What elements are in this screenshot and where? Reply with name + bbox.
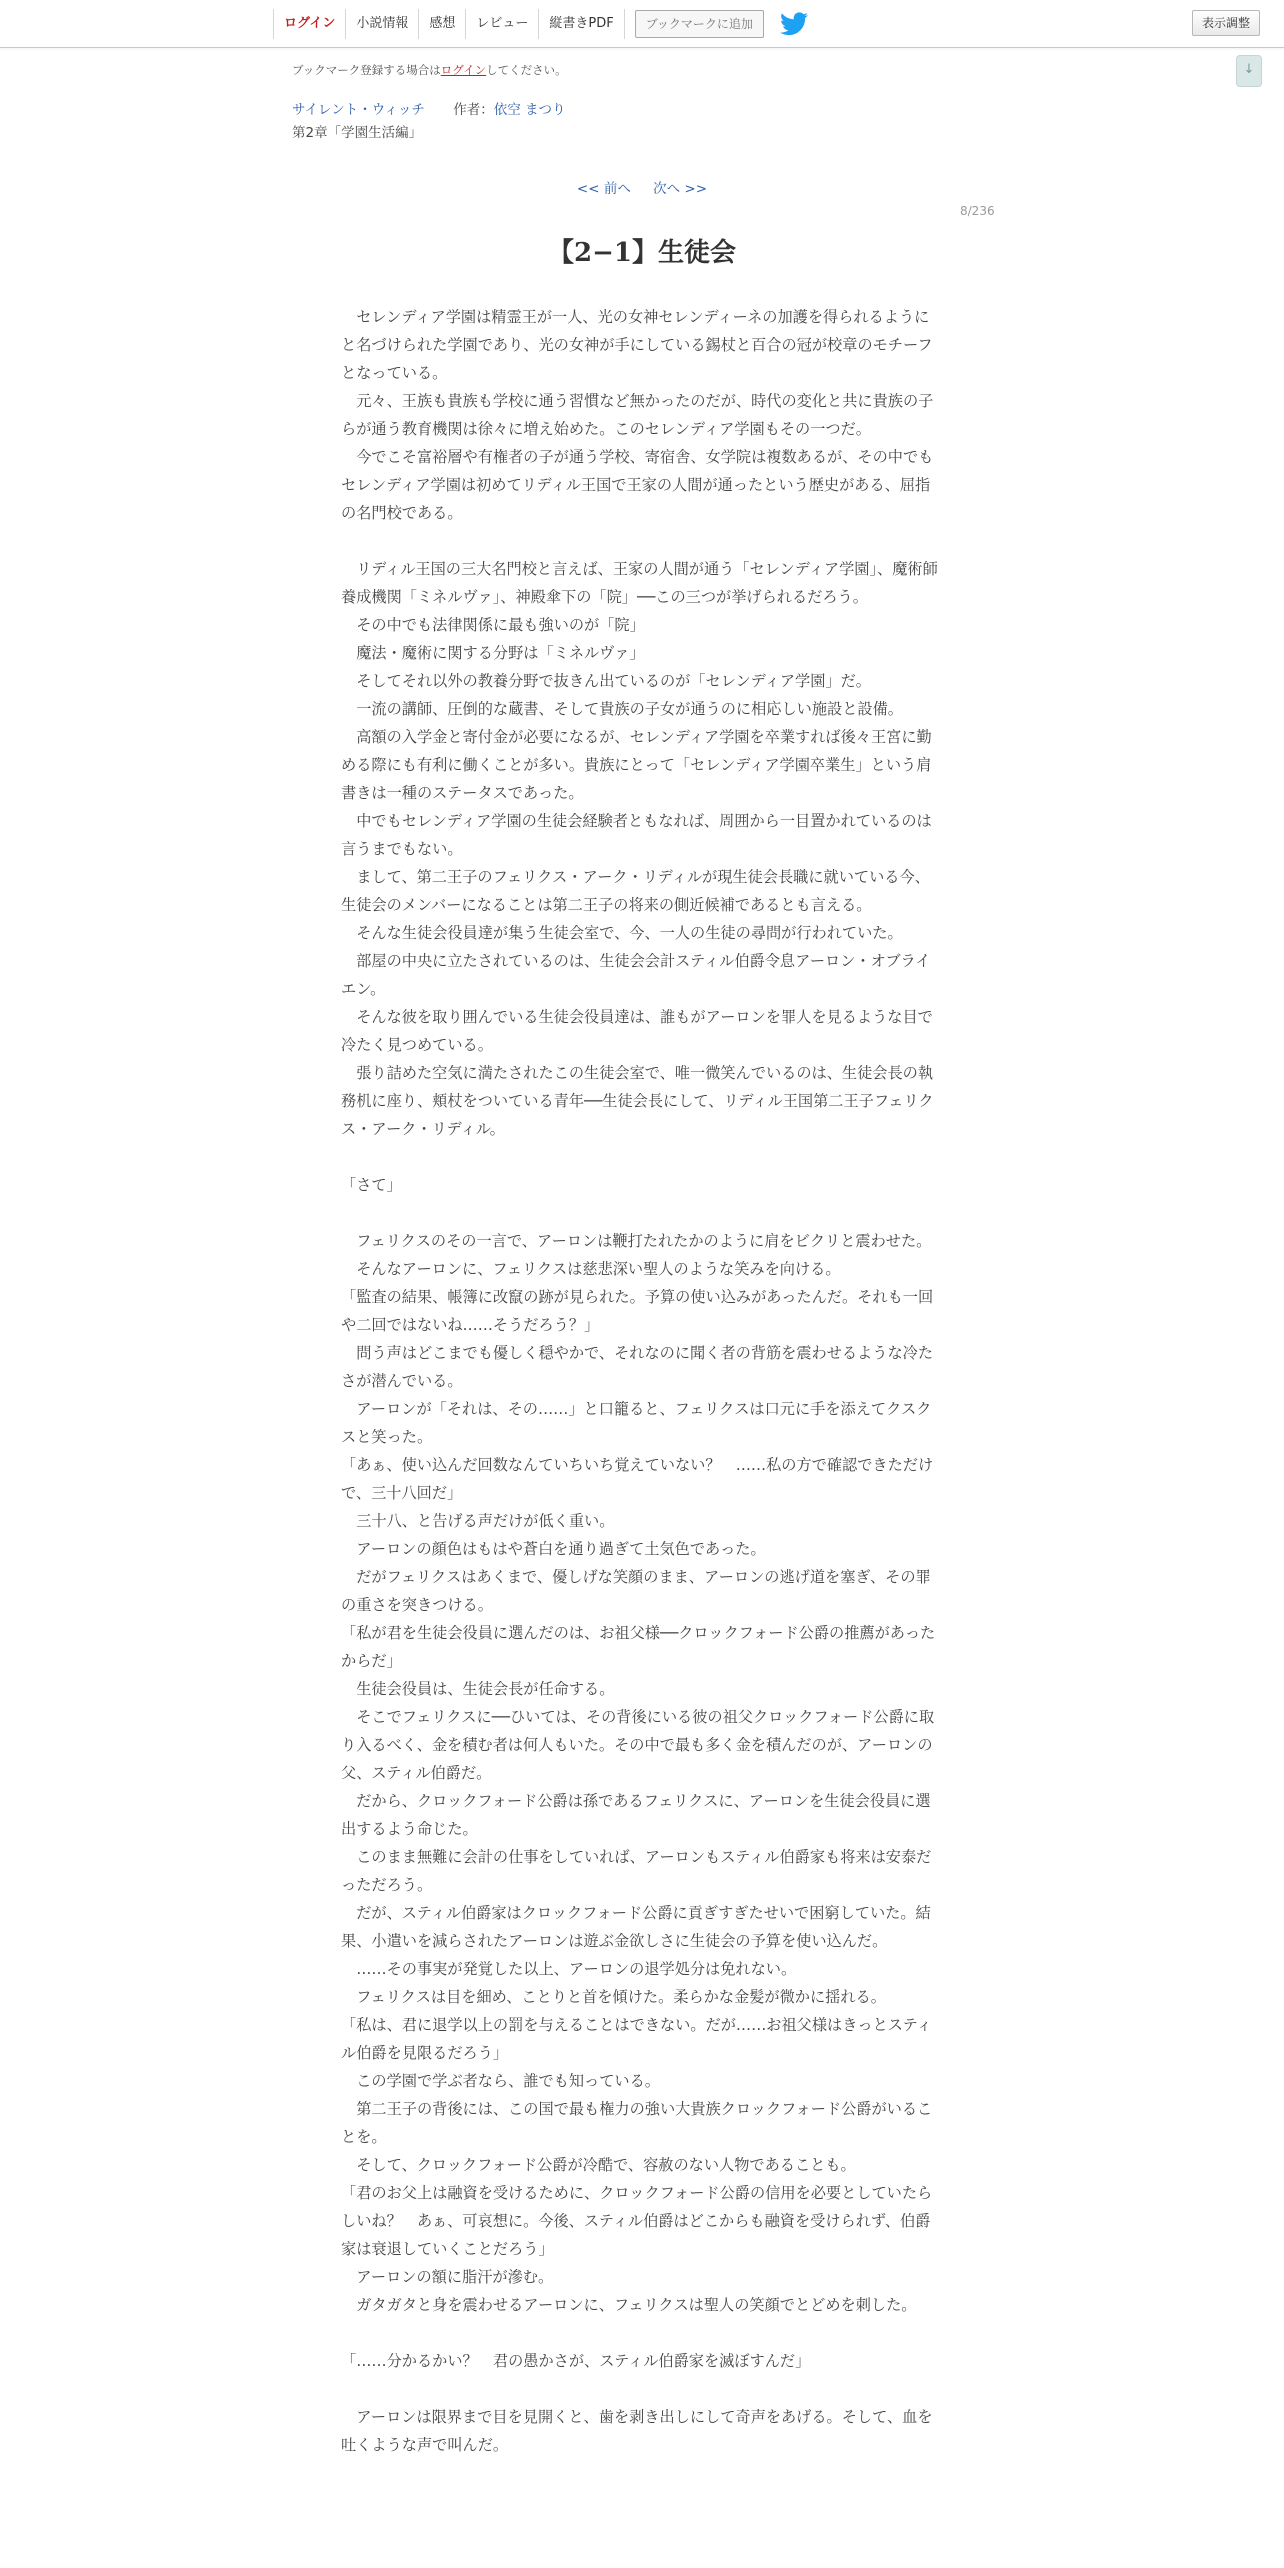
body-line: そんなアーロンに、フェリクスは慈悲深い聖人のような笑みを向ける。	[341, 1260, 841, 1278]
novel-info-line	[292, 98, 566, 118]
body-line: 高額の入学金と寄付金が必要になるが、セレンディア学園を卒業すれば後々王宮に勤める際にも有利に働くことが多い。貴族にとって「セレンディア学園卒業生」という肩書きは一種のステータスであった。	[341, 728, 932, 802]
body-line: 第二王子の背後には、この国で最も権力の強い大貴族クロックフォード公爵がいることを。	[341, 2100, 933, 2146]
body-line: リディル王国の三大名門校と言えば、王家の人間が通う「セレンディア学園」、魔術師養成機関「ミネルヴァ」、神殿傘下の「院」──この三つが挙げられるだろう。	[341, 560, 938, 606]
body-line: そこでフェリクスに──ひいては、その背後にいる彼の祖父クロックフォード公爵に取り入るべく、金を積む者は何人もいた。その中で最も多く金を積んだのが、アーロンの父、スティル伯爵だ。	[341, 1708, 935, 1782]
add-bookmark-button[interactable]: ブックマークに追加	[635, 10, 764, 38]
top-navigation-bar	[0, 0, 1284, 48]
body-line	[341, 2375, 941, 2403]
body-line: その中でも法律関係に最も強いのが「院」	[341, 616, 645, 634]
body-line: 中でもセレンディア学園の生徒会経験者ともなれば、周囲から一目置かれているのは言うまでもない。	[341, 812, 932, 858]
body-line: だから、クロックフォード公爵は孫であるフェリクスに、アーロンを生徒会役員に選出するよう命じた。	[341, 1792, 931, 1838]
next-page-link[interactable]: 次へ >>	[653, 181, 708, 197]
body-line: 一流の講師、圧倒的な蔵書、そして貴族の子女が通うのに相応しい施設と設備。	[341, 700, 903, 718]
body-line: 今でこそ富裕層や有権者の子が通う学校、寄宿舎、女学院は複数あるが、その中でもセレンディア学園は初めてリディル王国で王家の人間が通ったという歴史がある、屈指の名門校である。	[341, 448, 934, 522]
body-line: 生徒会役員は、生徒会長が任命する。	[341, 1680, 615, 1698]
body-line: アーロンの顔色はもはや蒼白を通り過ぎて土気色であった。	[341, 1540, 766, 1558]
body-line: だがフェリクスはあくまで、優しげな笑顔のまま、アーロンの逃げ道を塞ぎ、その罪の重さを突きつける。	[341, 1568, 931, 1614]
body-line: アーロンが「それは、その……」と口籠ると、フェリクスは口元に手を添えてクスクスと笑った。	[341, 1400, 932, 1446]
body-line: 三十八、と告げる声だけが低く重い。	[341, 1512, 615, 1530]
body-line	[341, 527, 941, 555]
body-line: アーロンは限界まで目を見開くと、歯を剥き出しにして奇声をあげる。そして、血を吐くような声で叫んだ。	[341, 2408, 933, 2454]
twitter-icon[interactable]	[780, 12, 808, 36]
body-line: ガタガタと身を震わせるアーロンに、フェリクスは聖人の笑顔でとどめを刺した。	[341, 2296, 917, 2314]
body-line	[341, 2319, 941, 2347]
body-line: 「あぁ、使い込んだ回数なんていちいち覚えていない？ ……私の方で確認できただけで、三十八回だ」	[341, 1456, 934, 1502]
body-line: 元々、王族も貴族も学校に通う習慣など無かったのだが、時代の変化と共に貴族の子らが通う教育機関は徐々に増え始めた。このセレンディア学園もその一つだ。	[341, 392, 934, 438]
chapter-title: 第2章「学園生活編」	[292, 125, 423, 141]
body-line: 「さて」	[341, 1176, 402, 1194]
bookmark-login-note	[292, 62, 567, 78]
impressions-link[interactable]: 感想	[418, 9, 465, 39]
body-line: フェリクスのその一言で、アーロンは鞭打たれたかのように肩をビクリと震わせた。	[341, 1232, 932, 1250]
twitter-bird-icon	[780, 12, 808, 36]
body-line: 魔法・魔術に関する分野は「ミネルヴァ」	[341, 644, 645, 662]
scroll-down-button[interactable]: ↓	[1236, 55, 1262, 87]
page-count: 8/236	[960, 204, 995, 218]
login-link[interactable]: ログイン	[273, 9, 345, 39]
body-line: ……その事実が発覚した以上、アーロンの退学処分は免れない。	[341, 1960, 797, 1978]
pager	[0, 177, 1284, 197]
display-settings-button[interactable]: 表示調整	[1192, 10, 1260, 36]
body-line: 「監査の結果、帳簿に改竄の跡が見られた。予算の使い込みがあったんだ。それも一回や二回ではないね……そうだろう？」	[341, 1288, 934, 1334]
body-line	[341, 1143, 941, 1171]
body-line: そんな彼を取り囲んでいる生徒会役員達は、誰もがアーロンを罪人を見るような目で冷たく見つめている。	[341, 1008, 933, 1054]
body-line: アーロンの額に脂汗が滲む。	[341, 2268, 554, 2286]
body-line: 張り詰めた空気に満たされたこの生徒会室で、唯一微笑んでいるのは、生徒会長の執務机に座り、頬杖をついている青年──生徒会長にして、リディル王国第二王子フェリクス・アーク・リディル。	[341, 1064, 934, 1138]
body-line: フェリクスは目を細め、ことりと首を傾けた。柔らかな金髪が微かに揺れる。	[341, 1988, 886, 2006]
author-name-link[interactable]: 依空 まつり	[493, 102, 566, 118]
global-nav	[273, 0, 808, 47]
body-line: 「私は、君に退学以上の罰を与えることはできない。だが……お祖父様はきっとスティル伯爵を見限るだろう」	[341, 2016, 932, 2062]
body-line: 「……分かるかい？ 君の愚かさが、スティル伯爵家を滅ぼすんだ」	[341, 2352, 811, 2370]
body-line: そんな生徒会役員達が集う生徒会室で、今、一人の生徒の尋問が行われていた。	[341, 924, 903, 942]
body-line: 「私が君を生徒会役員に選んだのは、お祖父様──クロックフォード公爵の推薦があったからだ」	[341, 1624, 936, 1670]
body-line	[341, 1199, 941, 1227]
body-line: 問う声はどこまでも優しく穏やかで、それなのに聞く者の背筋を震わせるような冷たさが潜んでいる。	[341, 1344, 934, 1390]
body-line: だが、スティル伯爵家はクロックフォード公爵に貢ぎすぎたせいで困窮していた。結果、小遣いを減らされたアーロンは遊ぶ金欲しさに生徒会の予算を使い込んだ。	[341, 1904, 931, 1950]
bookmark-note-login-link[interactable]: ログイン	[440, 63, 487, 77]
body-line: まして、第二王子のフェリクス・アーク・リディルが現生徒会長職に就いている今、生徒会のメンバーになることは第二王子の将来の側近候補であるとも言える。	[341, 868, 930, 914]
body-line: セレンディア学園は精霊王が一人、光の女神セレンディーネの加護を得られるようにと名づけられた学園であり、光の女神が手にしている錫杖と百合の冠が校章のモチーフとなっている。	[341, 308, 933, 382]
body-line: この学園で学ぶ者なら、誰でも知っている。	[341, 2072, 660, 2090]
episode-title: 【2−1】生徒会	[548, 238, 736, 268]
body-line: そして、クロックフォード公爵が冷酷で、容赦のない人物であることも。	[341, 2156, 856, 2174]
novel-info-link[interactable]: 小説情報	[345, 9, 418, 39]
author-label: 作者：	[453, 102, 494, 118]
review-link[interactable]: レビュー	[465, 9, 538, 39]
bookmark-note-suffix: してください。	[486, 63, 567, 77]
body-line: 部屋の中央に立たされているのは、生徒会会計スティル伯爵令息アーロン・オブライエン。	[341, 952, 931, 998]
bookmark-note-prefix: ブックマーク登録する場合は	[292, 63, 441, 77]
novel-body-text	[341, 303, 941, 2459]
body-line: このまま無難に会計の仕事をしていれば、アーロンもスティル伯爵家も将来は安泰だっただろう。	[341, 1848, 932, 1894]
novel-title-link[interactable]: サイレント・ウィッチ	[292, 102, 425, 118]
prev-page-link[interactable]: << 前へ	[576, 181, 631, 197]
body-line: そしてそれ以外の教養分野で抜きん出ているのが「セレンディア学園」だ。	[341, 672, 871, 690]
body-line: 「君のお父上は融資を受けるために、クロックフォード公爵の信用を必要としていたらしいね？ あぁ、可哀想に。今後、スティル伯爵はどこからも融資を受けられず、伯爵家は衰退していくことだろう」	[341, 2184, 933, 2258]
vertical-pdf-link[interactable]: 縦書きPDF	[538, 9, 624, 39]
